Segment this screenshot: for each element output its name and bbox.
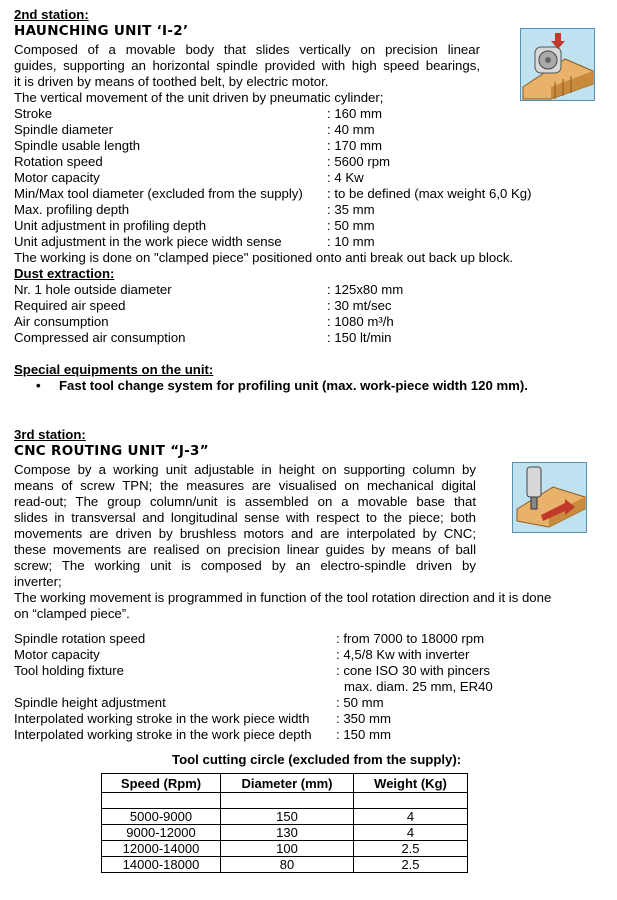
desc-line-text: slides in transversal and longitudinal sense with respect to the piece; both [14,510,476,525]
spec-label: Spindle usable length [14,138,141,153]
routing-unit-image [512,462,587,533]
working-note: The working is done on "clamped piece" positioned onto anti break out back up block. [14,250,514,265]
desc-line-text: it is driven by means of toothed belt, by electric motor. [14,74,329,89]
haunching-icon [521,29,594,100]
vertical-note: The vertical movement of the unit driven by pneumatic cylinder; [14,90,384,105]
desc-line-text: inverter; [14,574,62,589]
spec-value: : cone ISO 30 with pincers [336,663,490,678]
column-header: Weight (Kg) [354,774,468,793]
table-row [102,825,468,841]
table-row [102,857,468,873]
spec-label: Air consumption [14,314,109,329]
desc-line [14,58,484,74]
spec-value: : 150 mm [336,727,391,742]
spec-label: Compressed air consumption [14,330,186,345]
spec-label: Motor capacity [14,647,100,662]
desc-line-text: Composed of a movable body that slides vertically on precision linear [14,42,480,57]
column-header: Diameter (mm) [221,774,354,793]
desc-line-text: movements are driven by brushless motors and are interpolated by CNC; [14,526,476,541]
table-cell: 12000-14000 [102,841,221,857]
spec-label: Motor capacity [14,170,100,185]
desc-line [14,42,484,58]
desc-line [14,74,484,90]
spec-label: Spindle diameter [14,122,113,137]
special-item: Fast tool change system for profiling unit (max. work-piece width 120 mm). [59,378,528,393]
movement-line: The working movement is programmed in function of the tool rotation direction and it is done [14,590,552,605]
desc-line-text: guides, supporting an horizontal spindle provided with high speed bearings, [14,58,480,73]
table-cell: 100 [221,841,354,857]
station3-title: CNC ROUTING UNIT “J-3” [14,443,209,459]
table-cell: 2.5 [354,841,468,857]
spec-value: max. diam. 25 mm, ER40 [344,679,493,694]
station3-heading: 3rd station: [14,427,86,442]
table-cell: 4 [354,825,468,841]
spec-label: Interpolated working stroke in the work piece width [14,711,310,726]
station2-title: HAUNCHING UNIT ‘I-2’ [14,23,189,39]
haunching-unit-image [520,28,595,101]
spec-value: : 4 Kw [327,170,364,185]
spec-value: : from 7000 to 18000 rpm [336,631,485,646]
table-cell: 130 [221,825,354,841]
table-cell: 80 [221,857,354,873]
spec-label: Nr. 1 hole outside diameter [14,282,172,297]
spec-label: Unit adjustment in the work piece width sense [14,234,282,249]
spec-label: Spindle rotation speed [14,631,146,646]
spec-label: Tool holding fixture [14,663,124,678]
spec-label: Max. profiling depth [14,202,130,217]
spec-value: : 1080 m³/h [327,314,394,329]
spec-label: Min/Max tool diameter (excluded from the supply) [14,186,303,201]
station3-description [14,462,476,590]
table-cell: 4 [354,809,468,825]
spec-label: Rotation speed [14,154,103,169]
movement-line: on “clamped piece”. [14,606,130,621]
desc-line-text: screw; The working unit is composed by an electro-spindle driven by [14,558,476,573]
desc-line-text: read-out; The group column/unit is assembled on a movable base that [14,494,476,509]
table-cell [354,793,468,809]
spec-label: Unit adjustment in profiling depth [14,218,207,233]
bullet-icon: • [36,378,41,393]
spec-value: : 150 lt/min [327,330,392,345]
station2-description [14,42,484,90]
spec-value: : to be defined (max weight 6,0 Kg) [327,186,532,201]
spec-label: Required air speed [14,298,126,313]
table-cell: 5000-9000 [102,809,221,825]
desc-line-text: these movements are realised on precision linear guides by means of ball [14,542,476,557]
spec-value: : 5600 rpm [327,154,391,169]
spec-label: Interpolated working stroke in the work piece depth [14,727,312,742]
spec-label: Stroke [14,106,53,121]
tool-cutting-table [101,773,468,873]
table-cell: 9000-12000 [102,825,221,841]
movement-note [14,590,582,622]
spec-label: Spindle height adjustment [14,695,166,710]
table-cell: 14000-18000 [102,857,221,873]
spec-value: : 50 mm [327,218,375,233]
spec-value: : 40 mm [327,122,375,137]
table-header-row [102,774,468,793]
special-heading: Special equipments on the unit: [14,362,214,377]
desc-line-text: means of screw TPN; the measures are visualised on mechanical digital [14,478,476,493]
station2-heading: 2nd station: [14,7,89,22]
table-row [102,809,468,825]
dust-heading: Dust extraction: [14,266,115,281]
spec-value: : 170 mm [327,138,382,153]
desc-line-text: Compose by a working unit adjustable in height on supporting column by [14,462,476,477]
table-cell: 150 [221,809,354,825]
spec-value: : 10 mm [327,234,375,249]
spec-value: : 350 mm [336,711,391,726]
table-title: Tool cutting circle (excluded from the supply): [172,752,462,767]
table-row [102,841,468,857]
spec-value: : 4,5/8 Kw with inverter [336,647,470,662]
spec-value: : 50 mm [336,695,384,710]
spec-value: : 30 mt/sec [327,298,392,313]
column-header: Speed (Rpm) [102,774,221,793]
spec-value: : 160 mm [327,106,382,121]
table-row [102,793,468,809]
table-cell [102,793,221,809]
routing-icon [513,463,586,532]
spec-value: : 35 mm [327,202,375,217]
spec-value: : 125x80 mm [327,282,404,297]
table-cell [221,793,354,809]
table-cell: 2.5 [354,857,468,873]
